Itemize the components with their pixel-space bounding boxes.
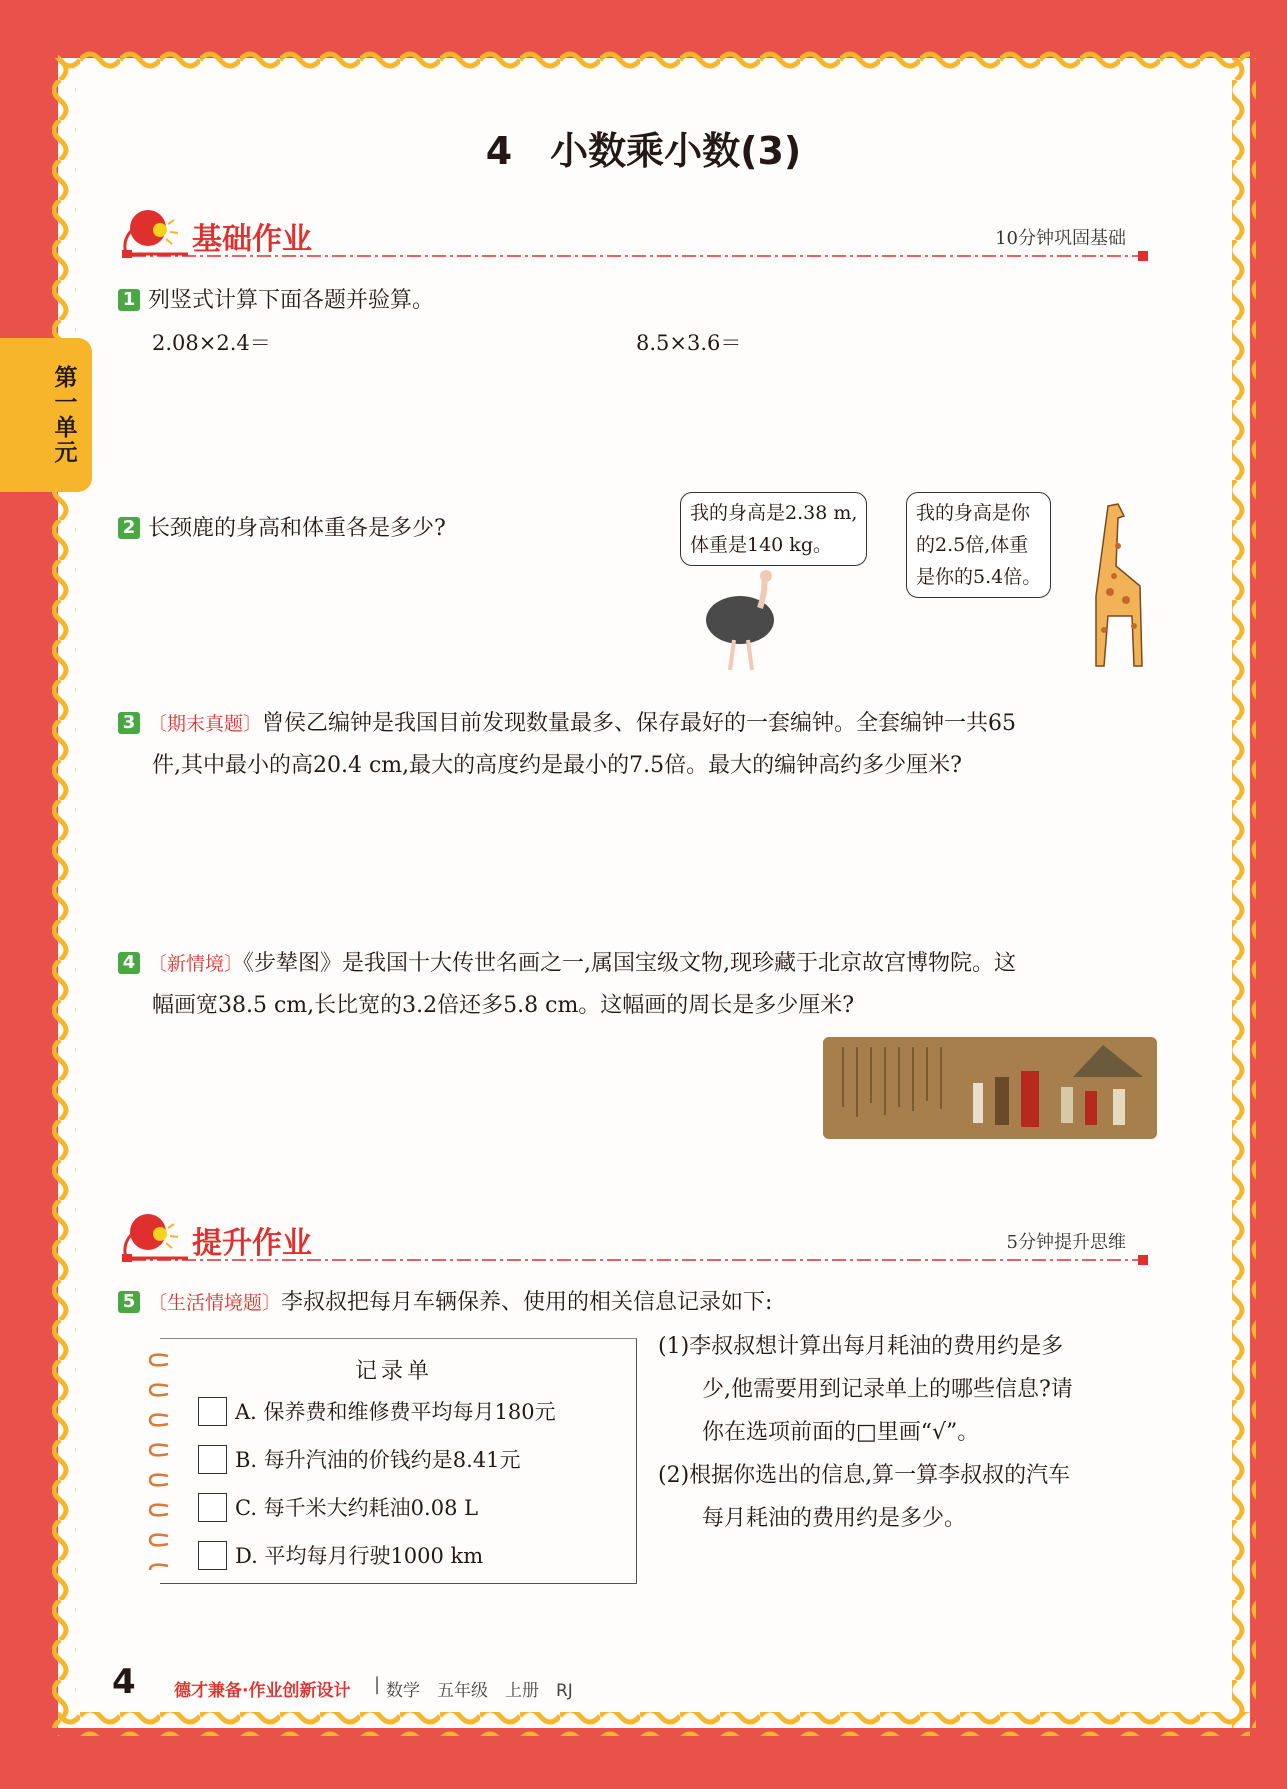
option-label: B. 每升汽油的价钱约是8.41元 — [235, 1448, 521, 1472]
section-subtitle: 10分钟巩固基础 — [995, 228, 1126, 249]
question-text: (1)李叔叔想计算出每月耗油的费用约是多 — [658, 1334, 1064, 1359]
question-number: 2 — [118, 517, 140, 539]
question-text: 列竖式计算下面各题并验算。 — [148, 288, 435, 313]
section-label: 提升作业 — [192, 1226, 312, 1261]
bubble-line: 是你的5.4倍。 — [916, 566, 1042, 588]
ostrich-speech-bubble — [680, 492, 867, 566]
section-divider — [118, 1254, 1158, 1266]
question-number: 3 — [118, 712, 140, 734]
section-header-basic — [118, 206, 1158, 262]
question-number: 1 — [118, 289, 140, 311]
question-text: (2)根据你选出的信息,算一算李叔叔的汽车 — [658, 1463, 1071, 1488]
giraffe-speech-bubble — [906, 492, 1051, 598]
page-title: 4 小数乘小数(3) — [485, 129, 802, 173]
section-header-advanced — [118, 1210, 1158, 1266]
question-1 — [118, 280, 434, 322]
section-divider — [118, 250, 1158, 262]
option-label: A. 保养费和维修费平均每月180元 — [235, 1400, 556, 1424]
option-label: D. 平均每月行驶1000 km — [235, 1544, 484, 1568]
checkbox[interactable] — [198, 1493, 227, 1522]
question-5-part-2 — [658, 1454, 1070, 1540]
question-5-part-1 — [658, 1325, 1073, 1454]
option-d[interactable] — [198, 1540, 483, 1570]
footer-series: 德才兼备·作业创新设计 — [174, 1681, 351, 1701]
question-number: 4 — [118, 952, 140, 974]
question-text: 幅画宽38.5 cm,长比宽的3.2倍还多5.8 cm。这幅画的周长是多少厘米? — [152, 993, 855, 1018]
question-3 — [118, 703, 1178, 787]
option-b[interactable] — [198, 1444, 521, 1474]
expression-1: 2.08×2.4＝ — [152, 331, 271, 355]
question-text: 少,他需要用到记录单上的哪些信息?请 — [702, 1377, 1073, 1402]
question-tag: 〔期末真题〕 — [148, 713, 263, 735]
checkbox[interactable] — [198, 1397, 227, 1426]
footer-info: 数学 五年级 上册 RJ — [386, 1681, 573, 1701]
question-5 — [118, 1282, 772, 1324]
question-text: 每月耗油的费用约是多少。 — [702, 1506, 967, 1531]
footer-separator: | — [374, 1674, 381, 1695]
question-text: 曾侯乙编钟是我国目前发现数量最多、保存最好的一套编钟。全套编钟一共65 — [262, 711, 1017, 736]
question-number: 5 — [118, 1291, 140, 1313]
painting-image — [823, 1037, 1157, 1139]
bubble-line: 我的身高是你 — [916, 502, 1031, 524]
option-c[interactable] — [198, 1492, 478, 1522]
record-sheet — [150, 1338, 638, 1584]
option-a[interactable] — [198, 1396, 556, 1426]
section-subtitle: 5分钟提升思维 — [1006, 1232, 1126, 1253]
checkbox[interactable] — [198, 1541, 227, 1570]
question-2 — [118, 508, 446, 550]
bubble-line: 我的身高是2.38 m, — [690, 502, 858, 524]
option-label: C. 每千米大约耗油0.08 L — [235, 1496, 479, 1520]
bubble-line: 体重是140 kg。 — [690, 534, 832, 556]
question-text: 长颈鹿的身高和体重各是多少? — [148, 516, 446, 541]
question-4 — [118, 943, 1178, 1027]
unit-tab-label: 第一单元 — [50, 365, 77, 465]
question-text: 《步辇图》是我国十大传世名画之一,属国宝级文物,现珍藏于北京故宫博物院。这 — [243, 951, 1017, 976]
record-title: 记录单 — [354, 1359, 433, 1384]
question-text: 李叔叔把每月车辆保养、使用的相关信息记录如下: — [281, 1290, 773, 1315]
question-text: 件,其中最小的高20.4 cm,最大的高度约是最小的7.5倍。最大的编钟高约多少厘米? — [152, 753, 962, 778]
question-tag: 〔生活情境题〕 — [148, 1292, 282, 1314]
checkbox[interactable] — [198, 1445, 227, 1474]
page-number: 4 — [112, 1662, 136, 1702]
unit-tab[interactable] — [0, 338, 92, 492]
bubble-line: 的2.5倍,体重 — [916, 534, 1029, 556]
ostrich-illustration — [700, 570, 790, 674]
question-tag: 〔新情境〕 — [148, 953, 244, 975]
giraffe-illustration — [1078, 496, 1158, 672]
expression-2: 8.5×3.6＝ — [636, 331, 742, 355]
section-label: 基础作业 — [192, 222, 312, 257]
question-text: 你在选项前面的□里画“√”。 — [702, 1420, 980, 1445]
question-line — [118, 703, 1178, 745]
question-line — [118, 943, 1178, 985]
